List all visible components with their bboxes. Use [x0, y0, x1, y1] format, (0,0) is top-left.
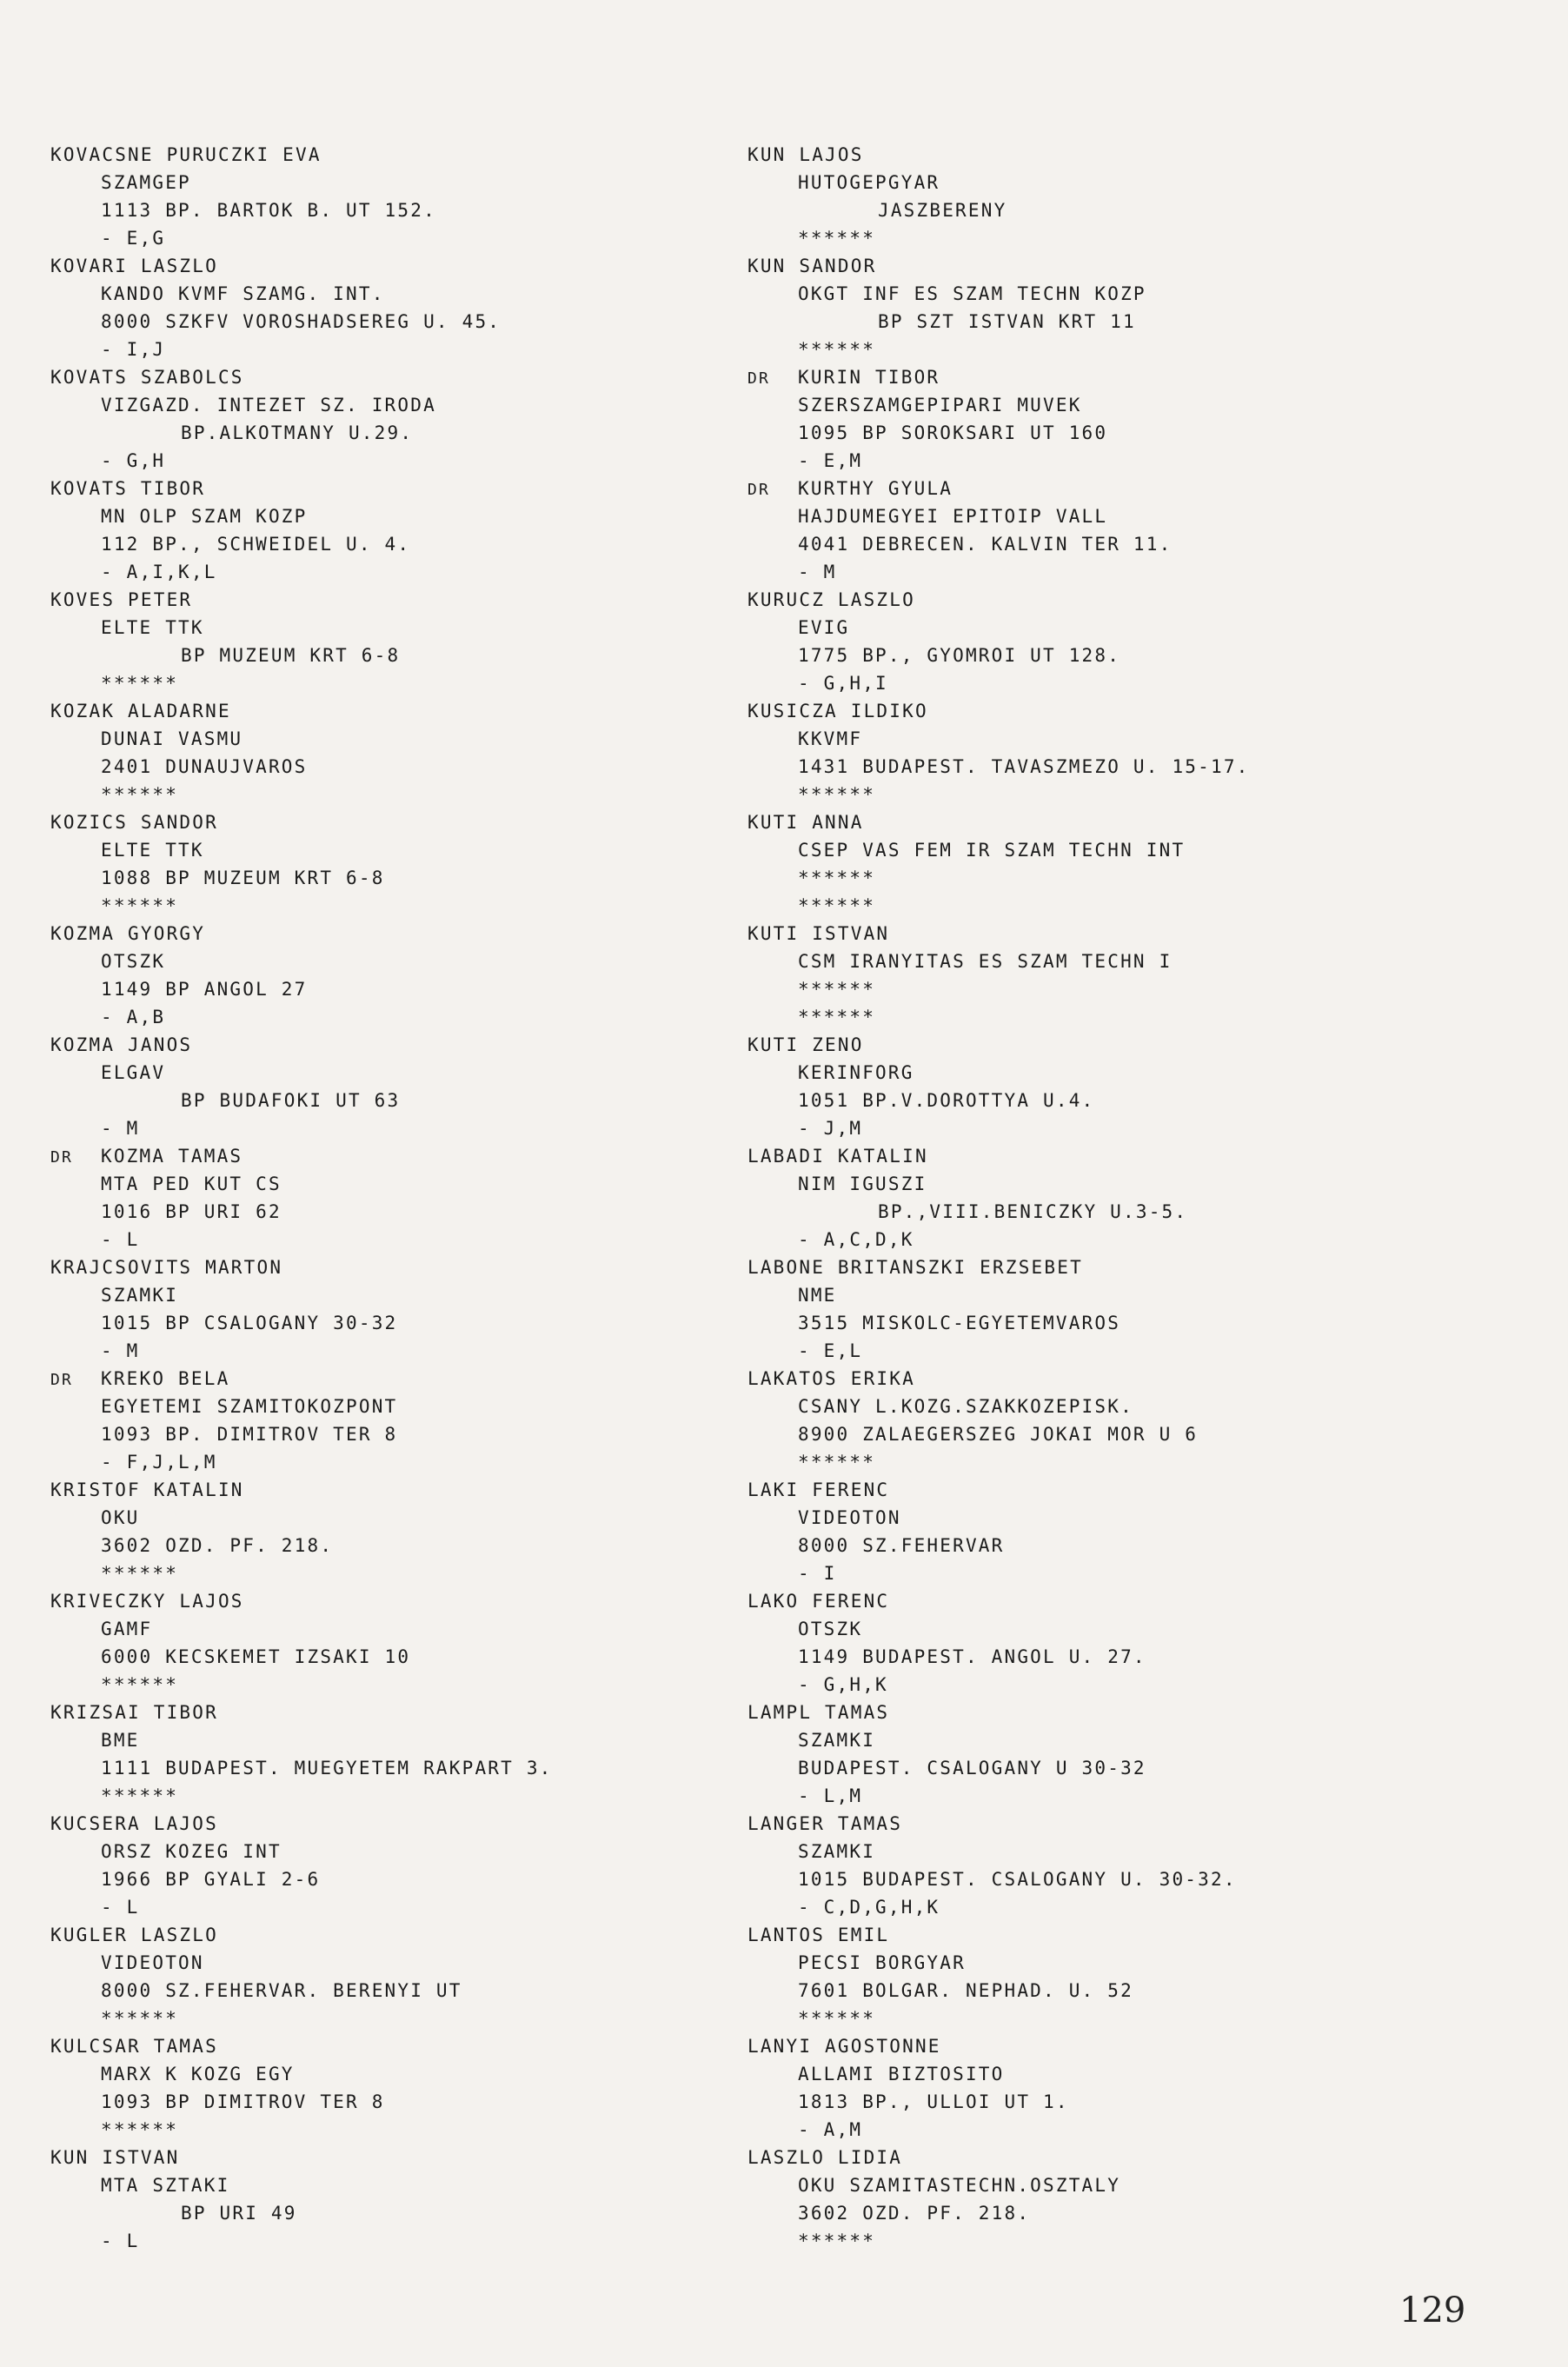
entry-name: LANYI AGOSTONNE — [747, 2036, 941, 2057]
entry-name: KURTHY GYULA — [798, 478, 953, 499]
entry-name: LANGER TAMAS — [747, 1813, 903, 1834]
entry-name-line — [747, 697, 1469, 725]
entry-organization: VIDEOTON — [101, 1952, 204, 1973]
directory-entry — [747, 141, 1469, 252]
entry-name: KRAJCSOVITS MARTON — [50, 1257, 283, 1278]
entry-organization: SZERSZAMGEPIPARI MUVEK — [798, 395, 1082, 416]
directory-entry — [747, 2032, 1469, 2144]
entry-codes: ****** — [101, 2119, 179, 2140]
entry-codes: - E,G — [101, 228, 166, 249]
entry-name: KURIN TIBOR — [798, 367, 940, 388]
entry-name: LABADI KATALIN — [747, 1146, 928, 1167]
entry-title-prefix: DR — [50, 1371, 74, 1389]
entry-name: KUCSERA LAJOS — [50, 1813, 218, 1834]
entry-name-line — [747, 808, 1469, 836]
entry-name: KRISTOF KATALIN — [50, 1479, 244, 1500]
entry-name: KOVARI LASZLO — [50, 256, 218, 276]
entry-address: 1093 BP. DIMITROV TER 8 — [101, 1424, 398, 1445]
entry-codes: ****** — [101, 2008, 179, 2029]
directory-entry — [747, 1476, 1469, 1587]
entry-organization: EGYETEMI SZAMITOKOZPONT — [101, 1396, 398, 1417]
entry-name-line — [747, 1810, 1469, 1838]
entry-name-line — [50, 363, 772, 391]
page-number: 129 — [1399, 2291, 1466, 2330]
directory-entry — [747, 1921, 1469, 2032]
entry-address: 3515 MISKOLC-EGYETEMVAROS — [798, 1313, 1121, 1333]
entry-organization: KERINFORG — [798, 1062, 914, 1083]
directory-entry — [747, 363, 1469, 475]
entry-name-line — [50, 1699, 772, 1726]
entry-organization: ELTE TTK — [101, 617, 204, 638]
entry-address: 1111 BUDAPEST. MUEGYETEM RAKPART 3. — [101, 1758, 553, 1779]
directory-entry — [50, 920, 772, 1031]
entry-name: KOVATS SZABOLCS — [50, 367, 244, 388]
entry-organization: KKVMF — [798, 728, 863, 749]
entry-codes: - M — [798, 562, 837, 582]
directory-entry — [50, 1810, 772, 1921]
entry-name-line — [50, 1142, 772, 1170]
entry-codes: ****** — [101, 784, 179, 805]
entry-address: 7601 BOLGAR. NEPHAD. U. 52 — [798, 1980, 1133, 2001]
entry-name-line — [747, 2144, 1469, 2171]
directory-entry — [747, 1142, 1469, 1253]
entry-organization: HUTOGEPGYAR — [798, 172, 940, 193]
entry-address: ****** — [798, 868, 876, 888]
entry-address: BP.ALKOTMANY U.29. — [181, 422, 414, 443]
entry-address: 2401 DUNAUJVAROS — [101, 756, 308, 777]
entry-codes: ****** — [798, 895, 876, 916]
directory-entry — [50, 1587, 772, 1699]
entry-codes: - A,I,K,L — [101, 562, 217, 582]
entry-name: KOVACSNE PURUCZKI EVA — [50, 144, 322, 165]
directory-entry — [50, 1921, 772, 2032]
entry-organization: PECSI BORGYAR — [798, 1952, 966, 1973]
directory-entry — [747, 586, 1469, 697]
entry-codes: ****** — [798, 339, 876, 360]
directory-entry — [50, 586, 772, 697]
entry-address: JASZBERENY — [878, 200, 1007, 221]
entry-name: KOZMA TAMAS — [101, 1146, 243, 1167]
entry-organization: CSANY L.KOZG.SZAKKOZEPISK. — [798, 1396, 1133, 1417]
entry-address: 112 BP., SCHWEIDEL U. 4. — [101, 534, 411, 555]
entry-organization: VIDEOTON — [798, 1507, 901, 1528]
directory-entry — [50, 2144, 772, 2255]
entry-organization: GAMF — [101, 1619, 153, 1639]
directory-entry — [747, 808, 1469, 920]
entry-codes: - I,J — [101, 339, 166, 360]
entry-codes: - E,M — [798, 450, 863, 471]
entry-address: 8000 SZ.FEHERVAR — [798, 1535, 1005, 1556]
directory-entry — [747, 1810, 1469, 1921]
entry-name: LAKATOS ERIKA — [747, 1368, 915, 1389]
entry-codes: ****** — [798, 1007, 876, 1027]
directory-entry — [50, 1031, 772, 1142]
entry-name-line — [50, 586, 772, 614]
entry-organization: SZAMGEP — [101, 172, 191, 193]
entry-name-line — [747, 1699, 1469, 1726]
entry-name: KUTI ZENO — [747, 1034, 864, 1055]
entry-name: KOVES PETER — [50, 589, 193, 610]
entry-address: 3602 OZD. PF. 218. — [798, 2203, 1031, 2224]
entry-name: KUTI ISTVAN — [747, 923, 890, 944]
entry-organization: OTSZK — [101, 951, 166, 972]
entry-codes: ****** — [101, 895, 179, 916]
entry-codes: - A,C,D,K — [798, 1229, 914, 1250]
entry-name: LAMPL TAMAS — [747, 1702, 890, 1723]
entry-name-line — [50, 141, 772, 169]
entry-name-line — [50, 2144, 772, 2171]
directory-entry — [50, 1142, 772, 1253]
right-column — [747, 141, 1469, 2255]
entry-name: KOZAK ALADARNE — [50, 701, 231, 721]
entry-organization: SZAMKI — [798, 1841, 876, 1862]
entry-name: KUN SANDOR — [747, 256, 877, 276]
entry-name: KUSICZA ILDIKO — [747, 701, 928, 721]
entry-name-line — [747, 586, 1469, 614]
directory-entry — [747, 697, 1469, 808]
entry-name: KOZMA JANOS — [50, 1034, 193, 1055]
entry-address: 1016 BP URI 62 — [101, 1201, 282, 1222]
directory-entry — [50, 697, 772, 808]
entry-name-line — [747, 1253, 1469, 1281]
entry-address: 3602 OZD. PF. 218. — [101, 1535, 334, 1556]
entry-address: 1051 BP.V.DOROTTYA U.4. — [798, 1090, 1095, 1111]
entry-name: KREKO BELA — [101, 1368, 230, 1389]
directory-entry — [50, 1699, 772, 1810]
entry-address: 4041 DEBRECEN. KALVIN TER 11. — [798, 534, 1173, 555]
entry-name-line — [50, 1587, 772, 1615]
entry-name-line — [747, 1031, 1469, 1059]
entry-address: BP URI 49 — [181, 2203, 297, 2224]
entry-organization: MN OLP SZAM KOZP — [101, 506, 308, 527]
entry-address: 1113 BP. BARTOK B. UT 152. — [101, 200, 436, 221]
entry-name-line — [747, 1921, 1469, 1949]
entry-name-line — [50, 808, 772, 836]
entry-name: KUN LAJOS — [747, 144, 864, 165]
entry-organization: SZAMKI — [798, 1730, 876, 1751]
directory-entry — [50, 475, 772, 586]
entry-organization: VIZGAZD. INTEZET SZ. IRODA — [101, 395, 436, 416]
entry-address: 1015 BUDAPEST. CSALOGANY U. 30-32. — [798, 1869, 1237, 1890]
entry-name: KOZICS SANDOR — [50, 812, 218, 833]
entry-address: 8000 SZKFV VOROSHADSEREG U. 45. — [101, 311, 502, 332]
entry-address: 1088 BP MUZEUM KRT 6-8 — [101, 868, 385, 888]
entry-codes: - L — [101, 1229, 140, 1250]
entry-organization: ELGAV — [101, 1062, 166, 1083]
entry-name: KULCSAR TAMAS — [50, 2036, 218, 2057]
entry-codes: ****** — [101, 1563, 179, 1584]
entry-name: LAKI FERENC — [747, 1479, 890, 1500]
entry-address: 1093 BP DIMITROV TER 8 — [101, 2091, 385, 2112]
entry-name-line — [50, 697, 772, 725]
entry-name-line — [50, 1365, 772, 1393]
entry-address: BP.,VIII.BENICZKY U.3-5. — [878, 1201, 1188, 1222]
entry-organization: DUNAI VASMU — [101, 728, 243, 749]
entry-codes: ****** — [798, 784, 876, 805]
entry-address: BP BUDAFOKI UT 63 — [181, 1090, 401, 1111]
entry-address: 1015 BP CSALOGANY 30-32 — [101, 1313, 398, 1333]
entry-name-line — [747, 2032, 1469, 2060]
entry-name-line — [50, 1031, 772, 1059]
entry-name-line — [50, 1476, 772, 1504]
entry-codes: - C,D,G,H,K — [798, 1897, 940, 1918]
entry-codes: ****** — [798, 228, 876, 249]
directory-entry — [50, 1476, 772, 1587]
entry-address: 1966 BP GYALI 2-6 — [101, 1869, 321, 1890]
entry-title-prefix: DR — [50, 1148, 74, 1167]
entry-address: 1095 BP SOROKSARI UT 160 — [798, 422, 1108, 443]
entry-name-line — [50, 1810, 772, 1838]
entry-name-line — [50, 1253, 772, 1281]
entry-address: 1775 BP., GYOMROI UT 128. — [798, 645, 1121, 666]
entry-name: KUTI ANNA — [747, 812, 864, 833]
entry-codes: - M — [101, 1340, 140, 1361]
entry-name-line — [50, 475, 772, 502]
entry-name: KURUCZ LASZLO — [747, 589, 915, 610]
directory-entry — [747, 1365, 1469, 1476]
entry-name: KOZMA GYORGY — [50, 923, 206, 944]
entry-codes: ****** — [101, 1785, 179, 1806]
entry-name-line — [747, 920, 1469, 947]
entry-codes: ****** — [798, 1452, 876, 1473]
entry-organization: EVIG — [798, 617, 850, 638]
entry-name-line — [747, 1365, 1469, 1393]
directory-entry — [50, 141, 772, 252]
entry-codes: - F,J,L,M — [101, 1452, 217, 1473]
directory-entry — [747, 252, 1469, 363]
entry-codes: - G,H,I — [798, 673, 888, 694]
entry-organization: OKU — [101, 1507, 140, 1528]
entry-organization: CSEP VAS FEM IR SZAM TECHN INT — [798, 840, 1186, 861]
entry-codes: - A,M — [798, 2119, 863, 2140]
entry-codes: ****** — [101, 673, 179, 694]
entry-name: KUGLER LASZLO — [50, 1925, 218, 1945]
directory-entry — [50, 252, 772, 363]
directory-entry — [747, 2144, 1469, 2255]
entry-address: BUDAPEST. CSALOGANY U 30-32 — [798, 1758, 1146, 1779]
entry-name-line — [747, 1142, 1469, 1170]
entry-name: KRIVECZKY LAJOS — [50, 1591, 244, 1612]
entry-address: 6000 KECSKEMET IZSAKI 10 — [101, 1646, 411, 1667]
entry-organization: OKGT INF ES SZAM TECHN KOZP — [798, 283, 1146, 304]
entry-name: KRIZSAI TIBOR — [50, 1702, 218, 1723]
entry-codes: - L — [101, 1897, 140, 1918]
entry-organization: NME — [798, 1285, 837, 1306]
directory-entry — [747, 920, 1469, 1031]
entry-title-prefix: DR — [747, 481, 771, 499]
directory-entry — [747, 1031, 1469, 1142]
entry-name-line — [50, 920, 772, 947]
entry-address: 1149 BP ANGOL 27 — [101, 979, 308, 1000]
entry-name: LASZLO LIDIA — [747, 2147, 903, 2168]
entry-name-line — [747, 252, 1469, 280]
directory-entry — [747, 1587, 1469, 1699]
entry-name-line — [50, 2032, 772, 2060]
entry-address: 1813 BP., ULLOI UT 1. — [798, 2091, 1069, 2112]
entry-address: BP MUZEUM KRT 6-8 — [181, 645, 401, 666]
left-column — [50, 141, 772, 2255]
entry-codes: - E,L — [798, 1340, 863, 1361]
entry-organization: MTA PED KUT CS — [101, 1174, 282, 1194]
directory-entry — [747, 1699, 1469, 1810]
directory-entry — [747, 475, 1469, 586]
entry-organization: ALLAMI BIZTOSITO — [798, 2064, 1005, 2084]
entry-name-line — [50, 252, 772, 280]
entry-name-line — [747, 475, 1469, 502]
entry-name: KUN ISTVAN — [50, 2147, 180, 2168]
entry-codes: - J,M — [798, 1118, 863, 1139]
entry-organization: MARX K KOZG EGY — [101, 2064, 295, 2084]
entry-organization: ELTE TTK — [101, 840, 204, 861]
directory-entry — [50, 2032, 772, 2144]
entry-address: 8000 SZ.FEHERVAR. BERENYI UT — [101, 1980, 462, 2001]
entry-organization: OTSZK — [798, 1619, 863, 1639]
entry-organization: SZAMKI — [101, 1285, 179, 1306]
entry-name-line — [50, 1921, 772, 1949]
directory-entry — [50, 808, 772, 920]
entry-name-line — [747, 1587, 1469, 1615]
entry-codes: ****** — [798, 2231, 876, 2251]
entry-title-prefix: DR — [747, 369, 771, 388]
entry-organization: CSM IRANYITAS ES SZAM TECHN I — [798, 951, 1173, 972]
entry-organization: KANDO KVMF SZAMG. INT. — [101, 283, 385, 304]
entry-name: LAKO FERENC — [747, 1591, 890, 1612]
entry-codes: ****** — [798, 2008, 876, 2029]
entry-codes: - I — [798, 1563, 837, 1584]
entry-address: 1149 BUDAPEST. ANGOL U. 27. — [798, 1646, 1146, 1667]
entry-codes: - L — [101, 2231, 140, 2251]
entry-codes: - M — [101, 1118, 140, 1139]
entry-name: LANTOS EMIL — [747, 1925, 890, 1945]
entry-codes: - L,M — [798, 1785, 863, 1806]
entry-name-line — [747, 1476, 1469, 1504]
entry-address: 1431 BUDAPEST. TAVASZMEZO U. 15-17. — [798, 756, 1250, 777]
directory-entry — [50, 363, 772, 475]
entry-codes: - G,H,K — [798, 1674, 888, 1695]
directory-entry — [50, 1365, 772, 1476]
directory-entry — [50, 1253, 772, 1365]
entry-organization: ORSZ KOZEG INT — [101, 1841, 282, 1862]
entry-organization: OKU SZAMITASTECHN.OSZTALY — [798, 2175, 1121, 2196]
entry-organization: HAJDUMEGYEI EPITOIP VALL — [798, 506, 1108, 527]
entry-address: BP SZT ISTVAN KRT 11 — [878, 311, 1136, 332]
entry-name: KOVATS TIBOR — [50, 478, 206, 499]
entry-name-line — [747, 141, 1469, 169]
entry-address: 8900 ZALAEGERSZEG JOKAI MOR U 6 — [798, 1424, 1199, 1445]
entry-organization: MTA SZTAKI — [101, 2175, 230, 2196]
entry-codes: ****** — [101, 1674, 179, 1695]
entry-address: ****** — [798, 979, 876, 1000]
entry-organization: BME — [101, 1730, 140, 1751]
entry-codes: - A,B — [101, 1007, 166, 1027]
entry-name: LABONE BRITANSZKI ERZSEBET — [747, 1257, 1083, 1278]
directory-entry — [747, 1253, 1469, 1365]
entry-codes: - G,H — [101, 450, 166, 471]
entry-name-line — [747, 363, 1469, 391]
entry-organization: NIM IGUSZI — [798, 1174, 927, 1194]
